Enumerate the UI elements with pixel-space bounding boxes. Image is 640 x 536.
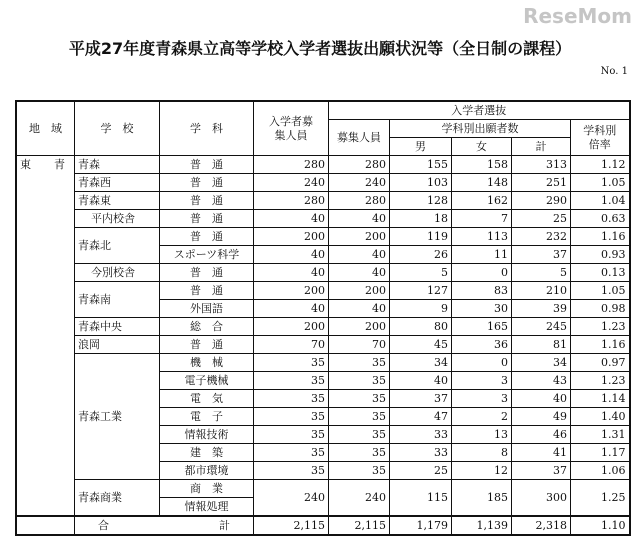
ratio-cell: 1.16: [571, 228, 630, 246]
female-applicants-cell: 113: [452, 228, 512, 246]
male-applicants-cell: 9: [390, 300, 452, 318]
table-row: [16, 192, 630, 210]
page-number: No. 1: [600, 66, 628, 77]
total-label-left: 合: [98, 519, 109, 532]
selection-capacity-cell: 40: [329, 246, 390, 264]
course-name: 情報処理: [160, 498, 254, 517]
ratio-cell: 1.05: [571, 282, 630, 300]
capacity-cell: 240: [254, 174, 329, 192]
ratio-cell: 0.13: [571, 264, 630, 282]
total-applicants-cell: 232: [512, 228, 571, 246]
header-total: 計: [512, 138, 571, 156]
male-applicants-cell: 115: [390, 480, 452, 517]
selection-capacity-cell: 35: [329, 462, 390, 480]
total-applicants-cell: 25: [512, 210, 571, 228]
total-applicants-cell: 313: [512, 156, 571, 174]
female-applicants-cell: 12: [452, 462, 512, 480]
table-row: [16, 228, 630, 246]
male-applicants-cell: 128: [390, 192, 452, 210]
male-applicants-cell: 47: [390, 408, 452, 426]
selection-capacity-cell: 200: [329, 228, 390, 246]
ratio-cell: 1.31: [571, 426, 630, 444]
school-name: 青森工業: [75, 354, 160, 480]
total-label-right: 計: [219, 519, 230, 532]
female-applicants-cell: 0: [452, 264, 512, 282]
ratio-cell: 0.97: [571, 354, 630, 372]
capacity-cell: 35: [254, 354, 329, 372]
capacity-cell: 40: [254, 264, 329, 282]
selection-capacity-cell: 240: [329, 174, 390, 192]
total-value-cell: 1.10: [571, 516, 630, 535]
ratio-cell: 1.17: [571, 444, 630, 462]
female-applicants-cell: 36: [452, 336, 512, 354]
ratio-cell: 1.16: [571, 336, 630, 354]
header-capacity: 入学者募集人員: [254, 101, 329, 156]
table-row: [16, 210, 630, 228]
capacity-cell: 200: [254, 282, 329, 300]
table-row: [16, 318, 630, 336]
total-applicants-cell: 41: [512, 444, 571, 462]
total-value-cell: 2,318: [512, 516, 571, 535]
ratio-cell: 1.40: [571, 408, 630, 426]
selection-capacity-cell: 35: [329, 390, 390, 408]
selection-capacity-cell: 280: [329, 156, 390, 174]
course-name: 商 業: [160, 480, 254, 498]
male-applicants-cell: 45: [390, 336, 452, 354]
school-name: 青森西: [75, 174, 160, 192]
total-applicants-cell: 210: [512, 282, 571, 300]
application-status-table: [15, 100, 631, 536]
male-applicants-cell: 103: [390, 174, 452, 192]
ratio-cell: 1.23: [571, 372, 630, 390]
header-male: 男: [390, 138, 452, 156]
selection-capacity-cell: 40: [329, 210, 390, 228]
female-applicants-cell: 7: [452, 210, 512, 228]
female-applicants-cell: 2: [452, 408, 512, 426]
header-applicants: 学科別出願者数: [390, 120, 571, 138]
school-name: 今別校舎: [75, 264, 160, 282]
male-applicants-cell: 33: [390, 426, 452, 444]
ratio-cell: 0.63: [571, 210, 630, 228]
header-ratio: 学科別倍率: [571, 120, 630, 156]
course-name: 普 通: [160, 228, 254, 246]
course-name: 普 通: [160, 336, 254, 354]
capacity-cell: 35: [254, 462, 329, 480]
total-applicants-cell: 46: [512, 426, 571, 444]
table-row: [16, 282, 630, 300]
header-selection: 入学者選抜: [329, 101, 630, 120]
capacity-cell: 40: [254, 210, 329, 228]
capacity-cell: 280: [254, 192, 329, 210]
total-applicants-cell: 49: [512, 408, 571, 426]
ratio-cell: 1.23: [571, 318, 630, 336]
male-applicants-cell: 33: [390, 444, 452, 462]
female-applicants-cell: 3: [452, 390, 512, 408]
total-value-cell: 2,115: [254, 516, 329, 535]
ratio-cell: 1.04: [571, 192, 630, 210]
course-name: 普 通: [160, 210, 254, 228]
male-applicants-cell: 34: [390, 354, 452, 372]
table-row: [16, 174, 630, 192]
total-value-cell: 1,179: [390, 516, 452, 535]
male-applicants-cell: 25: [390, 462, 452, 480]
page-title: 平成27年度青森県立高等学校入学者選抜出願状況等（全日制の課程）: [68, 39, 572, 58]
table-row: [16, 156, 630, 174]
ratio-cell: 1.25: [571, 480, 630, 517]
selection-capacity-cell: 240: [329, 480, 390, 517]
total-value-cell: 1,139: [452, 516, 512, 535]
school-name: 青森東: [75, 192, 160, 210]
course-name: 普 通: [160, 156, 254, 174]
school-name: 青森南: [75, 282, 160, 318]
male-applicants-cell: 26: [390, 246, 452, 264]
total-row: [16, 516, 630, 535]
selection-capacity-cell: 280: [329, 192, 390, 210]
school-name: 青森: [75, 156, 160, 174]
course-name: 都市環境: [160, 462, 254, 480]
table-row: [16, 480, 630, 498]
total-applicants-cell: 34: [512, 354, 571, 372]
capacity-cell: 200: [254, 318, 329, 336]
course-name: 普 通: [160, 192, 254, 210]
course-name: 情報技術: [160, 426, 254, 444]
ratio-cell: 1.05: [571, 174, 630, 192]
total-applicants-cell: 81: [512, 336, 571, 354]
total-value-cell: 2,115: [329, 516, 390, 535]
capacity-cell: 40: [254, 246, 329, 264]
female-applicants-cell: 13: [452, 426, 512, 444]
selection-capacity-cell: 200: [329, 318, 390, 336]
total-applicants-cell: 43: [512, 372, 571, 390]
female-applicants-cell: 30: [452, 300, 512, 318]
selection-capacity-cell: 35: [329, 372, 390, 390]
total-area-blank: [16, 516, 75, 535]
capacity-cell: 280: [254, 156, 329, 174]
course-name: 電 子: [160, 408, 254, 426]
female-applicants-cell: 165: [452, 318, 512, 336]
female-applicants-cell: 8: [452, 444, 512, 462]
total-label: [75, 516, 254, 535]
total-applicants-cell: 251: [512, 174, 571, 192]
selection-capacity-cell: 200: [329, 282, 390, 300]
table-row: [16, 264, 630, 282]
male-applicants-cell: 37: [390, 390, 452, 408]
selection-capacity-cell: 40: [329, 300, 390, 318]
header-sel-capacity: 募集人員: [329, 120, 390, 156]
female-applicants-cell: 148: [452, 174, 512, 192]
course-name: 電子機械: [160, 372, 254, 390]
capacity-cell: 40: [254, 300, 329, 318]
course-name: 建 築: [160, 444, 254, 462]
school-name: 青森中央: [75, 318, 160, 336]
male-applicants-cell: 127: [390, 282, 452, 300]
table-row: [16, 336, 630, 354]
total-applicants-cell: 37: [512, 246, 571, 264]
ratio-cell: 1.14: [571, 390, 630, 408]
course-name: 普 通: [160, 264, 254, 282]
header-course: 学 科: [160, 101, 254, 156]
total-applicants-cell: 245: [512, 318, 571, 336]
total-applicants-cell: 39: [512, 300, 571, 318]
total-applicants-cell: 37: [512, 462, 571, 480]
table-row: [16, 354, 630, 372]
ratio-cell: 0.93: [571, 246, 630, 264]
course-name: 機 械: [160, 354, 254, 372]
male-applicants-cell: 155: [390, 156, 452, 174]
area-cell: 東 青: [16, 156, 75, 517]
header-school: 学 校: [75, 101, 160, 156]
capacity-cell: 35: [254, 426, 329, 444]
capacity-cell: 35: [254, 372, 329, 390]
selection-capacity-cell: 70: [329, 336, 390, 354]
selection-capacity-cell: 40: [329, 264, 390, 282]
course-name: 普 通: [160, 282, 254, 300]
male-applicants-cell: 5: [390, 264, 452, 282]
male-applicants-cell: 80: [390, 318, 452, 336]
capacity-cell: 240: [254, 480, 329, 517]
ratio-cell: 0.98: [571, 300, 630, 318]
capacity-cell: 35: [254, 408, 329, 426]
school-name: 浪岡: [75, 336, 160, 354]
female-applicants-cell: 162: [452, 192, 512, 210]
male-applicants-cell: 40: [390, 372, 452, 390]
ratio-cell: 1.06: [571, 462, 630, 480]
female-applicants-cell: 11: [452, 246, 512, 264]
course-name: 外国語: [160, 300, 254, 318]
header-area: 地 域: [16, 101, 75, 156]
total-applicants-cell: 40: [512, 390, 571, 408]
header-female: 女: [452, 138, 512, 156]
selection-capacity-cell: 35: [329, 444, 390, 462]
capacity-cell: 35: [254, 444, 329, 462]
selection-capacity-cell: 35: [329, 408, 390, 426]
course-name: 電 気: [160, 390, 254, 408]
female-applicants-cell: 185: [452, 480, 512, 517]
school-name: 青森北: [75, 228, 160, 264]
male-applicants-cell: 18: [390, 210, 452, 228]
course-name: 総 合: [160, 318, 254, 336]
total-applicants-cell: 5: [512, 264, 571, 282]
capacity-cell: 200: [254, 228, 329, 246]
capacity-cell: 70: [254, 336, 329, 354]
course-name: スポーツ科学: [160, 246, 254, 264]
watermark-logo: ReseMom: [523, 4, 632, 28]
female-applicants-cell: 3: [452, 372, 512, 390]
total-applicants-cell: 300: [512, 480, 571, 517]
capacity-cell: 35: [254, 390, 329, 408]
female-applicants-cell: 0: [452, 354, 512, 372]
male-applicants-cell: 119: [390, 228, 452, 246]
total-applicants-cell: 290: [512, 192, 571, 210]
selection-capacity-cell: 35: [329, 426, 390, 444]
selection-capacity-cell: 35: [329, 354, 390, 372]
ratio-cell: 1.12: [571, 156, 630, 174]
female-applicants-cell: 158: [452, 156, 512, 174]
female-applicants-cell: 83: [452, 282, 512, 300]
school-name: 青森商業: [75, 480, 160, 517]
school-name: 平内校舎: [75, 210, 160, 228]
course-name: 普 通: [160, 174, 254, 192]
